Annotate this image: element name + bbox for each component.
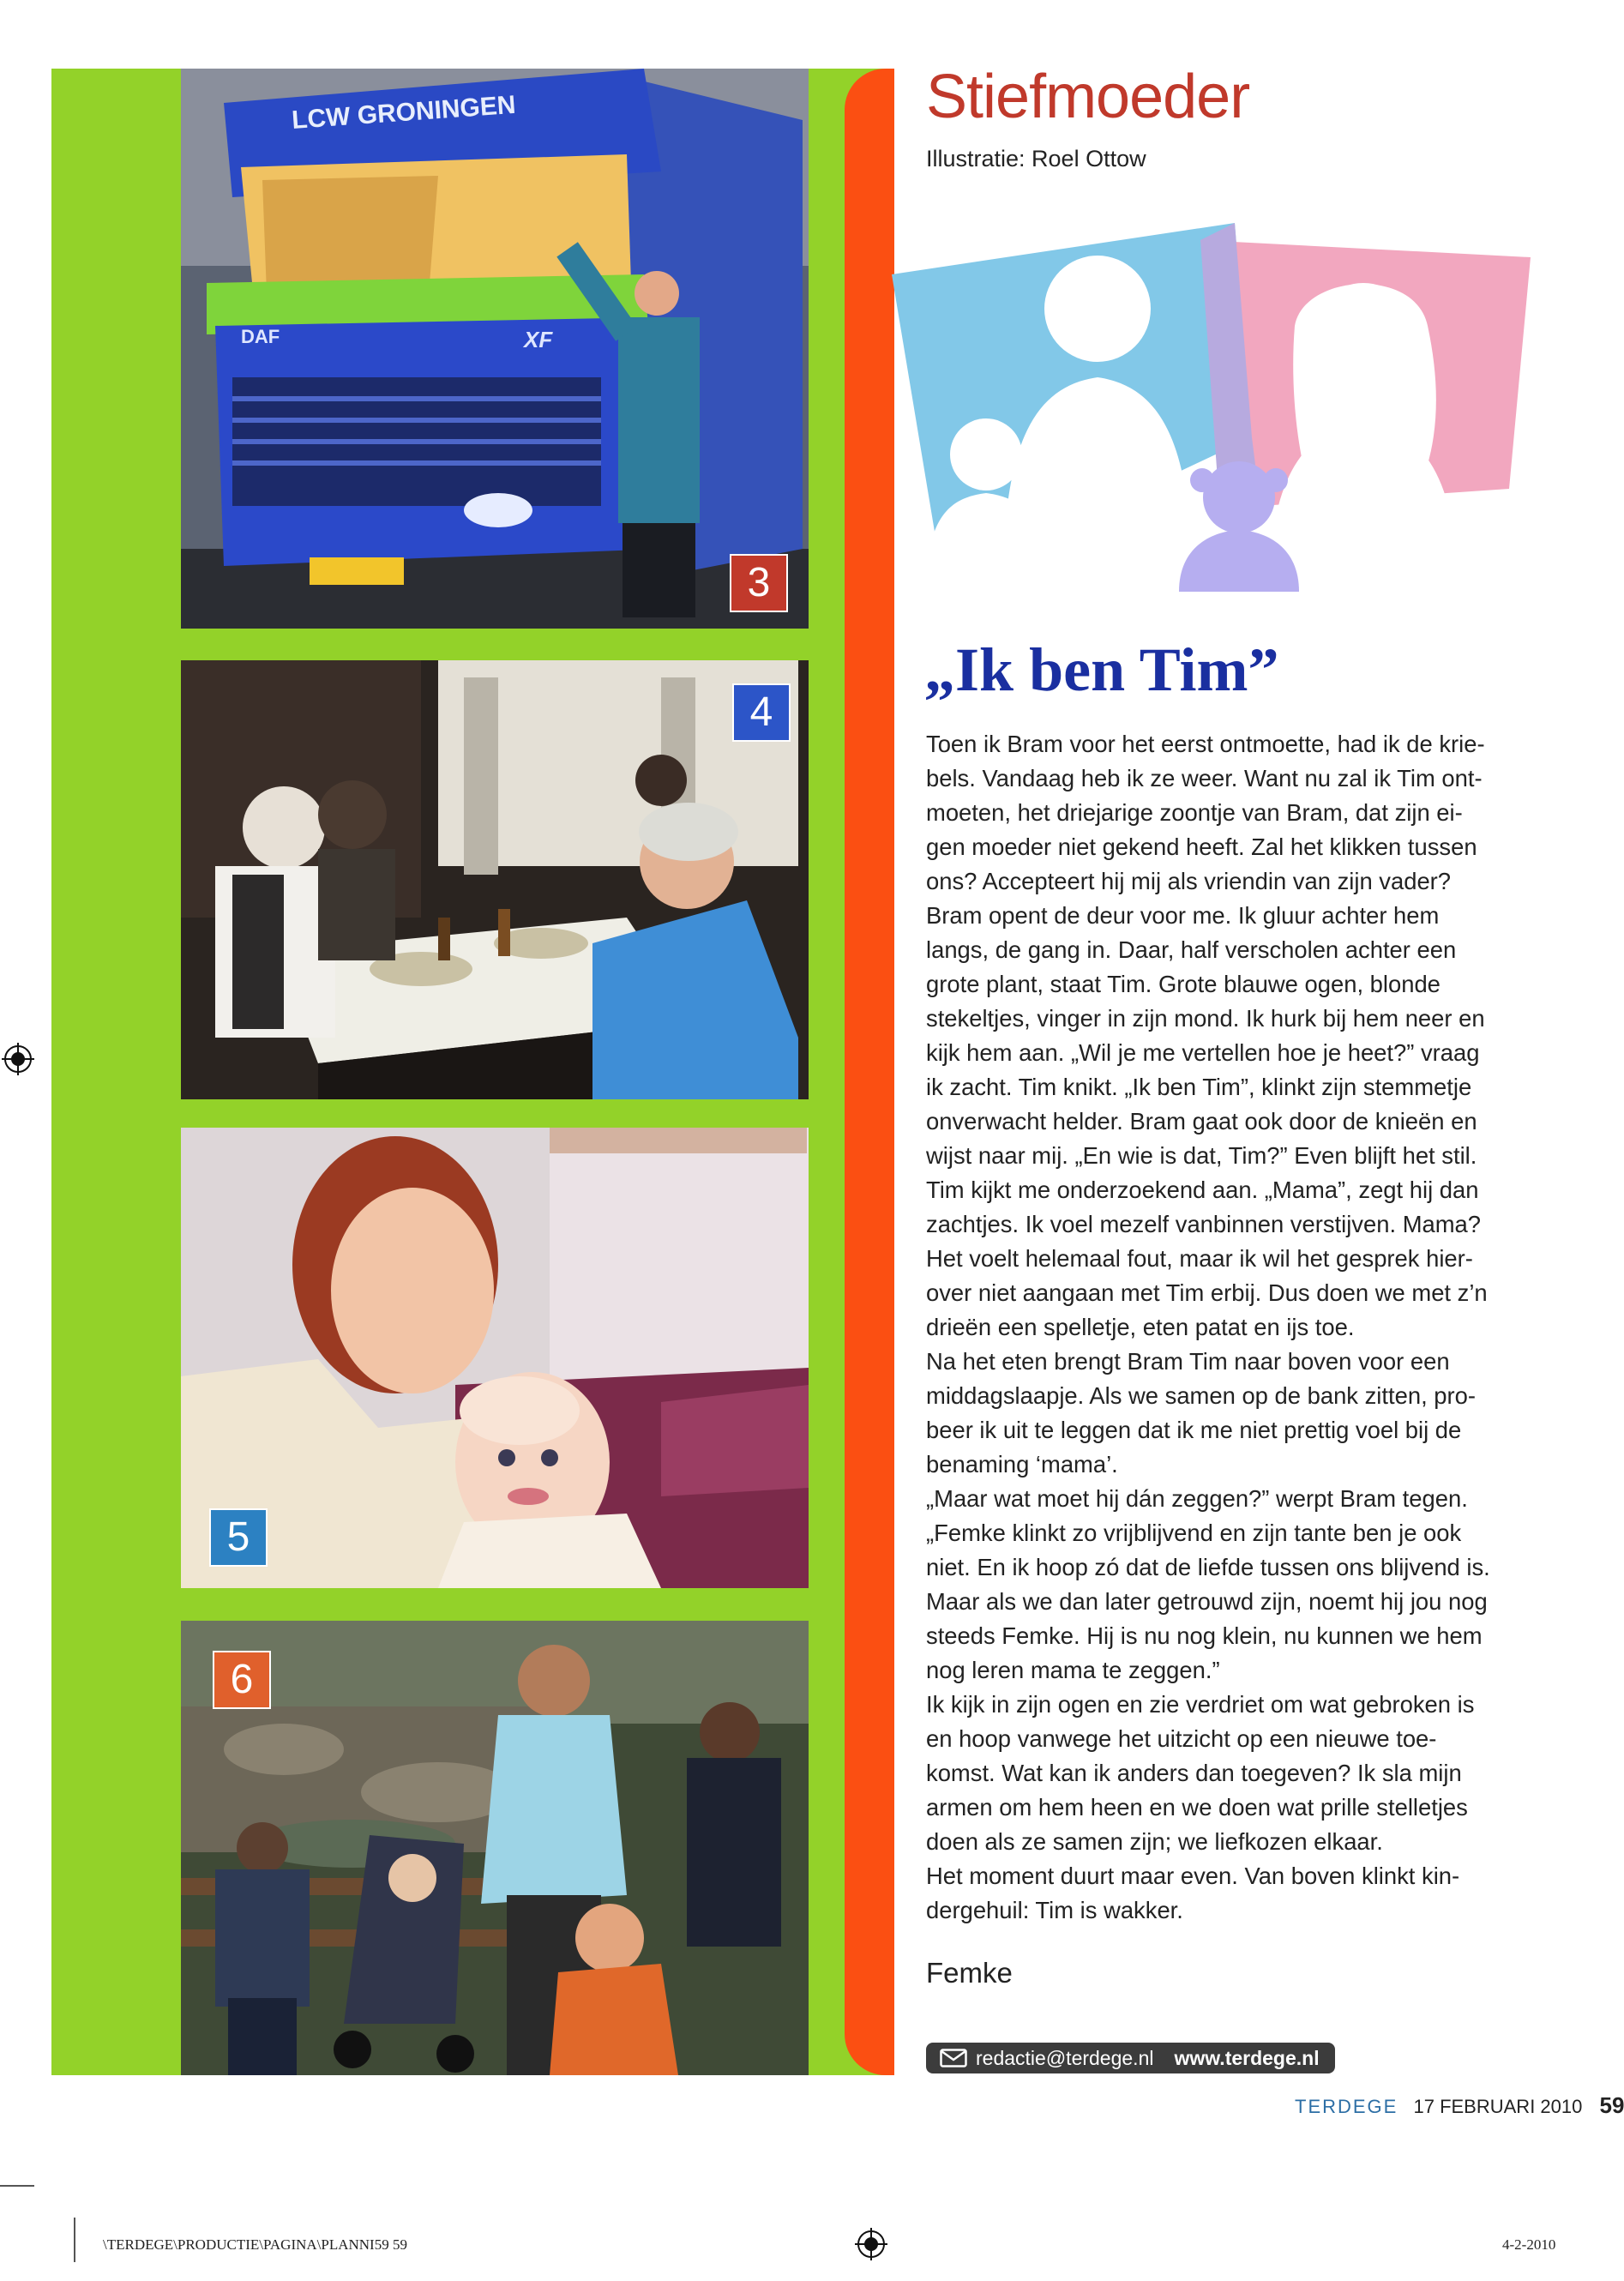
article-line: Het voelt helemaal fout, maar ik wil het gesprek hier- bbox=[926, 1245, 1473, 1272]
article-line: Maar als we dan later getrouwd zijn, noemt hij jou nog bbox=[926, 1588, 1488, 1615]
article-line: Na het eten brengt Bram Tim naar boven voor een bbox=[926, 1348, 1450, 1375]
article-line: Ik kijk in zijn ogen en zie verdriet om wat gebroken is bbox=[926, 1691, 1475, 1718]
photo-number-badge: 6 bbox=[213, 1651, 271, 1709]
article-line: bels. Vandaag heb ik ze weer. Want nu zal ik Tim ont- bbox=[926, 765, 1483, 791]
illustration-credit: Illustratie: Roel Ottow bbox=[926, 146, 1146, 172]
article-line: grote plant, staat Tim. Grote blauwe ogen, blonde bbox=[926, 971, 1441, 997]
article-body bbox=[926, 727, 1509, 1928]
article-line: gen moeder niet gekend heeft. Zal het klikken tussen bbox=[926, 834, 1477, 860]
article-line: ik zacht. Tim knikt. „Ik ben Tim”, klinkt zijn stemmetje bbox=[926, 1074, 1472, 1100]
footer-page-number: 59 bbox=[1599, 2092, 1624, 2118]
article-line: benaming ‘mama’. bbox=[926, 1451, 1118, 1478]
print-slug-date: 4-2-2010 bbox=[1502, 2236, 1556, 2253]
article-line: Tim kijkt me onderzoekend aan. „Mama”, zegt hij dan bbox=[926, 1177, 1479, 1203]
photo-family-outdoors bbox=[181, 1621, 809, 2075]
contact-bar bbox=[926, 2043, 1335, 2073]
article-line: stekeltjes, vinger in zijn mond. Ik hurk bij hem neer en bbox=[926, 1005, 1485, 1032]
registration-mark-icon bbox=[2, 1043, 34, 1075]
article-line: nog leren mama te zeggen.” bbox=[926, 1657, 1220, 1683]
article-line: „Maar wat moet hij dán zeggen?” werpt Bram tegen. bbox=[926, 1485, 1468, 1512]
article-line: zachtjes. Ik voel mezelf vanbinnen verstijven. Mama? bbox=[926, 1211, 1482, 1237]
article-line: onverwacht helder. Bram gaat ook door de knieën en bbox=[926, 1108, 1477, 1134]
article-line: over niet aangaan met Tim erbij. Dus doen we met z’n bbox=[926, 1279, 1488, 1306]
article-line: beer ik uit te leggen dat ik me niet prettig voel bij de bbox=[926, 1417, 1462, 1443]
photo-dinner bbox=[181, 660, 809, 1099]
crop-mark bbox=[74, 2218, 75, 2262]
contact-email-link[interactable]: redactie@terdege.nl bbox=[976, 2047, 1154, 2069]
article-line: niet. En ik hoop zó dat de liefde tussen ons blijvend is. bbox=[926, 1554, 1490, 1580]
article-line: armen om hem heen en we doen wat prille stelletjes bbox=[926, 1794, 1468, 1821]
photo-number-badge: 4 bbox=[732, 683, 791, 742]
footer-magazine-name: TERDEGE bbox=[1295, 2096, 1398, 2117]
orange-strip bbox=[845, 69, 894, 2075]
truck-brand-text: DAF bbox=[241, 326, 280, 347]
contact-website-link[interactable]: www.terdege.nl bbox=[1174, 2047, 1320, 2069]
article-title: „Ik ben Tim” bbox=[924, 635, 1279, 704]
article-line: steeds Femke. Hij is nu nog klein, nu kunnen we hem bbox=[926, 1622, 1483, 1649]
article-line: moeten, het driejarige zoontje van Bram, dat zijn ei- bbox=[926, 799, 1463, 826]
article-line: „Femke klinkt zo vrijblijvend en zijn tante ben je ook bbox=[926, 1520, 1462, 1546]
truck-model-text: XF bbox=[524, 327, 553, 352]
section-title: Stiefmoeder bbox=[926, 63, 1250, 131]
registration-mark-icon bbox=[855, 2228, 887, 2260]
photo-number-badge: 3 bbox=[730, 554, 788, 612]
article-line: doen als ze samen zijn; we liefkozen elkaar. bbox=[926, 1828, 1383, 1855]
crop-mark bbox=[0, 2185, 34, 2187]
article-line: komst. Wat kan ik anders dan toegeven? Ik sla mijn bbox=[926, 1760, 1462, 1786]
print-slug-path: \TERDEGE\PRODUCTIE\PAGINA\PLANNI59 59 bbox=[103, 2236, 407, 2253]
family-silhouette-illustration bbox=[892, 223, 1535, 592]
photo-number-badge: 5 bbox=[209, 1508, 268, 1567]
truck-banner-text: LCW GRONINGEN bbox=[291, 90, 517, 135]
article-line: en hoop vanwege het uitzicht op een nieuwe toe- bbox=[926, 1725, 1437, 1752]
article-line: middagslaapje. Als we samen op de bank zitten, pro- bbox=[926, 1382, 1477, 1409]
article-line: Het moment duurt maar even. Van boven klinkt kin- bbox=[926, 1863, 1460, 1889]
article-author: Femke bbox=[926, 1957, 1013, 1989]
photo-mother-baby bbox=[181, 1128, 809, 1588]
mail-icon bbox=[940, 2049, 967, 2067]
page-footer bbox=[1295, 2092, 1624, 2119]
article-line: wijst naar mij. „En wie is dat, Tim?” Even blijft het stil. bbox=[926, 1142, 1477, 1169]
article-line: drieën een spelletje, eten patat en ijs toe. bbox=[926, 1314, 1355, 1340]
footer-date: 17 FEBRUARI 2010 bbox=[1413, 2096, 1583, 2117]
article-line: langs, de gang in. Daar, half verscholen achter een bbox=[926, 936, 1457, 963]
article-line: Toen ik Bram voor het eerst ontmoette, had ik de krie- bbox=[926, 731, 1485, 757]
article-line: ons? Accepteert hij mij als vriendin van zijn vader? bbox=[926, 868, 1452, 894]
photo-truck bbox=[181, 69, 809, 629]
article-line: kijk hem aan. „Wil je me vertellen hoe je heet?” vraag bbox=[926, 1039, 1480, 1066]
article-line: dergehuil: Tim is wakker. bbox=[926, 1897, 1183, 1923]
article-line: Bram opent de deur voor me. Ik gluur achter hem bbox=[926, 902, 1440, 929]
